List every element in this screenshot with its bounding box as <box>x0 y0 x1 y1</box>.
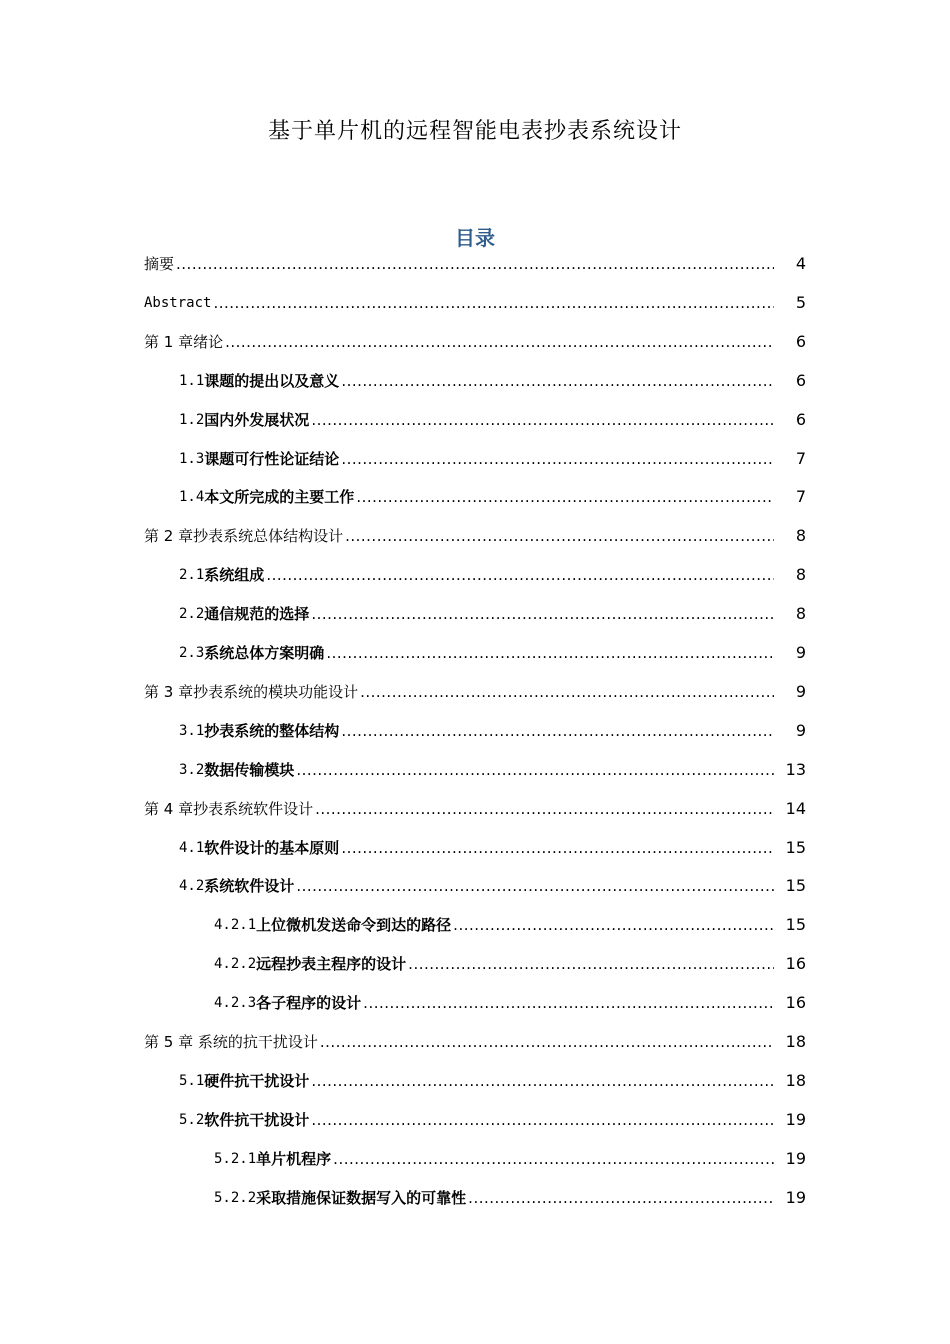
toc-entry[interactable] <box>0 445 950 469</box>
toc-dot-leader <box>453 915 774 935</box>
document-title: 基于单片机的远程智能电表抄表系统设计 <box>267 119 682 144</box>
toc-page-number: 14 <box>785 798 806 818</box>
toc-dot-leader <box>311 1110 774 1130</box>
toc-page-number: 8 <box>795 565 806 585</box>
toc-entry-number: 2.2 <box>179 606 205 623</box>
toc-dot-leader <box>296 876 774 896</box>
toc-entry[interactable] <box>0 1067 950 1091</box>
toc-page-number: 6 <box>795 409 806 429</box>
toc-entry[interactable] <box>0 717 950 741</box>
toc-entry[interactable] <box>0 1028 950 1052</box>
toc-page-number: 18 <box>785 1032 806 1051</box>
toc-page-number: 8 <box>795 526 806 546</box>
toc-entry[interactable] <box>0 600 950 624</box>
toc-dot-leader <box>311 1071 774 1091</box>
toc-dot-leader <box>266 565 774 585</box>
toc-entry-number: 3.2 <box>179 761 205 778</box>
toc-entry[interactable] <box>0 328 950 352</box>
toc-entry-number: 4.2.1 <box>214 917 257 934</box>
toc-entry[interactable] <box>0 834 950 858</box>
toc-entry[interactable] <box>0 678 950 702</box>
toc-entry-title: 课题的提出以及意义 <box>204 371 340 390</box>
toc-dot-leader <box>296 760 774 780</box>
toc-entry-title: 通信规范的选择 <box>204 605 310 624</box>
toc-entry-number: 5.1 <box>179 1072 205 1089</box>
toc-entry-number: 1.4 <box>179 489 205 506</box>
toc-page-number: 19 <box>785 1187 806 1207</box>
toc-entry-title: 系统组成 <box>204 566 265 585</box>
toc-entry-title: Abstract <box>144 294 212 311</box>
toc-entry-title: 硬件抗干扰设计 <box>204 1071 310 1090</box>
toc-dot-leader <box>311 604 774 624</box>
toc-heading: 目录 <box>455 226 495 250</box>
toc-entry-number: 2.1 <box>179 567 205 584</box>
toc-entry-title: 第 2 章抄表系统总体结构设计 <box>144 527 344 546</box>
toc-page-number: 9 <box>795 643 806 662</box>
toc-page-number: 16 <box>785 954 806 974</box>
toc-page-number: 6 <box>795 331 806 351</box>
toc-entry[interactable] <box>0 406 950 430</box>
toc-page-number: 8 <box>795 604 806 624</box>
toc-entry[interactable] <box>0 367 950 391</box>
toc-entry-title: 系统总体方案明确 <box>204 644 325 662</box>
toc-dot-leader <box>225 332 774 352</box>
toc-entry[interactable] <box>0 289 950 313</box>
toc-entry-title: 第 1 章绪论 <box>144 332 224 351</box>
toc-entry[interactable] <box>0 1106 950 1130</box>
toc-entry[interactable] <box>0 639 950 663</box>
toc-dot-leader <box>345 526 774 546</box>
toc-page-number: 15 <box>785 876 806 896</box>
toc-dot-leader <box>468 1188 774 1208</box>
toc-entry-number: 4.1 <box>179 839 205 856</box>
toc-entry-title: 国内外发展状况 <box>204 410 310 429</box>
toc-dot-leader <box>333 1149 774 1169</box>
toc-entry[interactable] <box>0 1145 950 1169</box>
toc-entry-number: 5.2 <box>179 1111 205 1128</box>
toc-entry[interactable] <box>0 795 950 819</box>
toc-dot-leader <box>176 254 774 274</box>
toc-entry-number: 5.2.1 <box>214 1150 257 1167</box>
toc-dot-leader <box>408 954 774 974</box>
toc-dot-leader <box>311 410 774 430</box>
toc-entry[interactable] <box>0 1184 950 1208</box>
toc-entry[interactable] <box>0 950 950 974</box>
toc-entry-title: 系统软件设计 <box>204 877 295 896</box>
toc-page-number: 18 <box>785 1070 806 1090</box>
toc-entry[interactable] <box>0 872 950 896</box>
toc-entry[interactable] <box>0 250 950 274</box>
toc-entry-number: 5.2.2 <box>214 1189 257 1206</box>
toc-entry-title: 摘要 <box>144 255 175 273</box>
toc-entry-number: 4.2.2 <box>214 956 257 973</box>
toc-page-number: 5 <box>795 292 806 312</box>
toc-dot-leader <box>356 487 774 507</box>
toc-page-number: 7 <box>795 487 806 507</box>
toc-dot-leader <box>213 293 774 313</box>
toc-entry-number: 1.1 <box>179 372 205 389</box>
toc-dot-leader <box>326 643 774 663</box>
toc-entry[interactable] <box>0 483 950 507</box>
toc-entry[interactable] <box>0 756 950 780</box>
toc-page-number: 9 <box>795 681 806 701</box>
toc-entry-title: 数据传输模块 <box>204 760 295 779</box>
toc-entry-title: 单片机程序 <box>256 1149 332 1168</box>
toc-page-number: 13 <box>785 759 806 779</box>
toc-entry-title: 课题可行性论证结论 <box>204 449 340 468</box>
toc-entry-title: 第 3 章抄表系统的模块功能设计 <box>144 682 359 701</box>
toc-dot-leader <box>341 371 774 391</box>
toc-dot-leader <box>341 449 774 469</box>
toc-page-number: 9 <box>795 720 806 740</box>
toc-page-number: 19 <box>785 1148 806 1168</box>
toc-entry-number: 1.2 <box>179 411 205 428</box>
toc-entry-title: 本文所完成的主要工作 <box>204 488 355 507</box>
toc-page-number: 19 <box>785 1109 806 1129</box>
toc-entry-number: 1.3 <box>179 450 205 467</box>
toc-page-number: 15 <box>785 915 806 935</box>
toc-entry-title: 抄表系统的整体结构 <box>204 721 340 740</box>
toc-entry-title: 远程抄表主程序的设计 <box>256 955 407 974</box>
toc-dot-leader <box>363 993 774 1013</box>
toc-page-number: 15 <box>785 837 806 857</box>
toc-entry[interactable] <box>0 522 950 546</box>
toc-entry-title: 软件抗干扰设计 <box>204 1110 310 1129</box>
toc-entry[interactable] <box>0 989 950 1013</box>
toc-dot-leader <box>315 799 774 819</box>
toc-dot-leader <box>360 682 774 702</box>
toc-entry-title: 第 4 章抄表系统软件设计 <box>144 799 314 818</box>
toc-page-number: 16 <box>785 993 806 1013</box>
toc-page-number: 6 <box>795 370 806 390</box>
toc-page-number: 7 <box>795 448 806 468</box>
toc-entry-number: 4.2 <box>179 878 205 895</box>
toc-entry-title: 上位微机发送命令到达的路径 <box>256 916 452 935</box>
toc-page-number: 4 <box>795 254 806 273</box>
toc-entry-title: 采取措施保证数据写入的可靠性 <box>256 1188 467 1207</box>
toc-entry-number: 2.3 <box>179 645 205 661</box>
toc-entry[interactable] <box>0 561 950 585</box>
toc-entry-title: 各子程序的设计 <box>256 994 362 1013</box>
toc-entry-number: 4.2.3 <box>214 995 257 1012</box>
toc-entry-number: 3.1 <box>179 722 205 739</box>
toc-entry-title: 软件设计的基本原则 <box>204 838 340 857</box>
toc-entry[interactable] <box>0 911 950 935</box>
toc-dot-leader <box>320 1032 774 1052</box>
toc-entry-title: 第 5 章 系统的抗干扰设计 <box>144 1033 318 1051</box>
toc-dot-leader <box>341 838 774 858</box>
toc-dot-leader <box>341 721 774 741</box>
